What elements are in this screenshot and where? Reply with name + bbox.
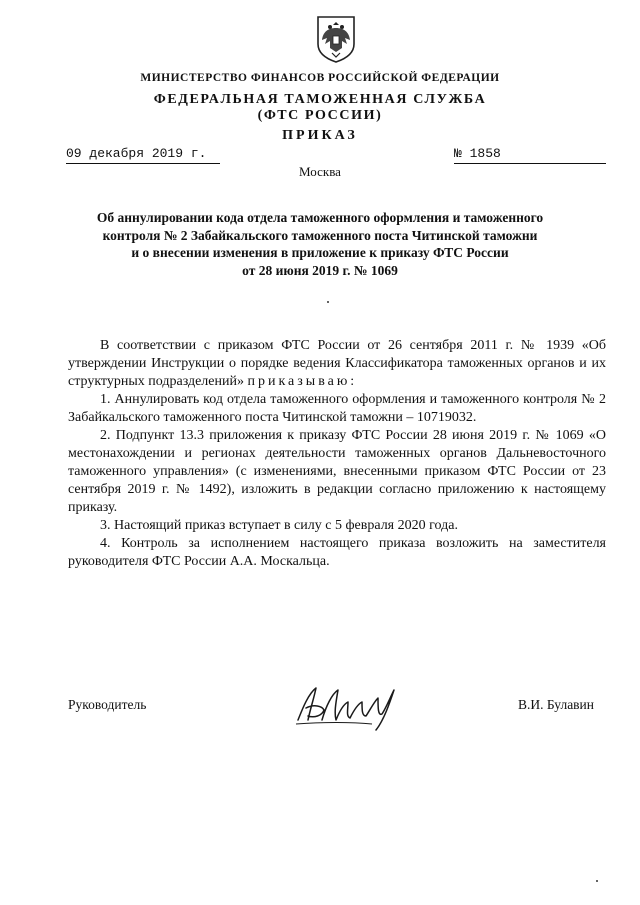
ministry-name: МИНИСТЕРСТВО ФИНАНСОВ РОССИЙСКОЙ ФЕДЕРАЦИИ [140, 72, 500, 84]
signatory-role: Руководитель [68, 697, 147, 712]
intro-paragraph [68, 337, 606, 391]
item-1: 1. Аннулировать код отдела таможенного оформления и таможенного контроля № 2 Забайкальского таможенного поста Читинской таможни – 10719032. [68, 392, 606, 425]
intro-text: В соответствии с приказом ФТС России от 26 сентября 2011 г. № 1939 «Об утверждении Инструкции о порядке ведения Классификатора таможенных органов и их структурных подразделений» [68, 338, 606, 389]
order-title [60, 209, 580, 279]
handwritten-signature [292, 680, 402, 732]
scan-dot [596, 880, 598, 882]
order-city: Москва [299, 164, 341, 179]
order-number: № 1858 [454, 147, 606, 164]
signatory-name: В.И. Булавин [518, 697, 595, 712]
title-line: Об аннулировании кода отдела таможенного оформления и таможенного [96, 210, 544, 225]
order-verb: приказываю: [247, 374, 358, 389]
service-short-name: (ФТС РОССИИ) [257, 108, 383, 123]
title-line: от 28 июня 2019 г. № 1069 [242, 262, 398, 278]
title-line: контроля № 2 Забайкальского таможенного поста Читинской таможни [102, 227, 538, 243]
document-type: ПРИКАЗ [282, 128, 358, 143]
service-name: ФЕДЕРАЛЬНАЯ ТАМОЖЕННАЯ СЛУЖБА [153, 92, 487, 107]
item-2: 2. Подпункт 13.3 приложения к приказу ФТС России 28 июня 2019 г. № 1069 «О местонахождении и регионах деятельности таможенных органов Дальневосточного таможенного управления» (с изменениями, внесенными приказом ФТС России от 23 сентября 2019 г. № 1492), изложить в редакции согласно приложению к настоящему приказу. [68, 428, 606, 515]
coat-of-arms-emblem [314, 14, 358, 64]
item-3: 3. Настоящий приказ вступает в силу с 5 февраля 2020 года. [100, 518, 458, 533]
item-4: 4. Контроль за исполнением настоящего приказа возложить на заместителя руководителя ФТС России А.А. Москальца. [68, 536, 606, 569]
title-line: и о внесении изменения в приложение к приказу ФТС России [131, 245, 509, 260]
order-date: 09 декабря 2019 г. [66, 147, 220, 164]
scan-dot [327, 301, 329, 303]
order-body [68, 337, 606, 571]
